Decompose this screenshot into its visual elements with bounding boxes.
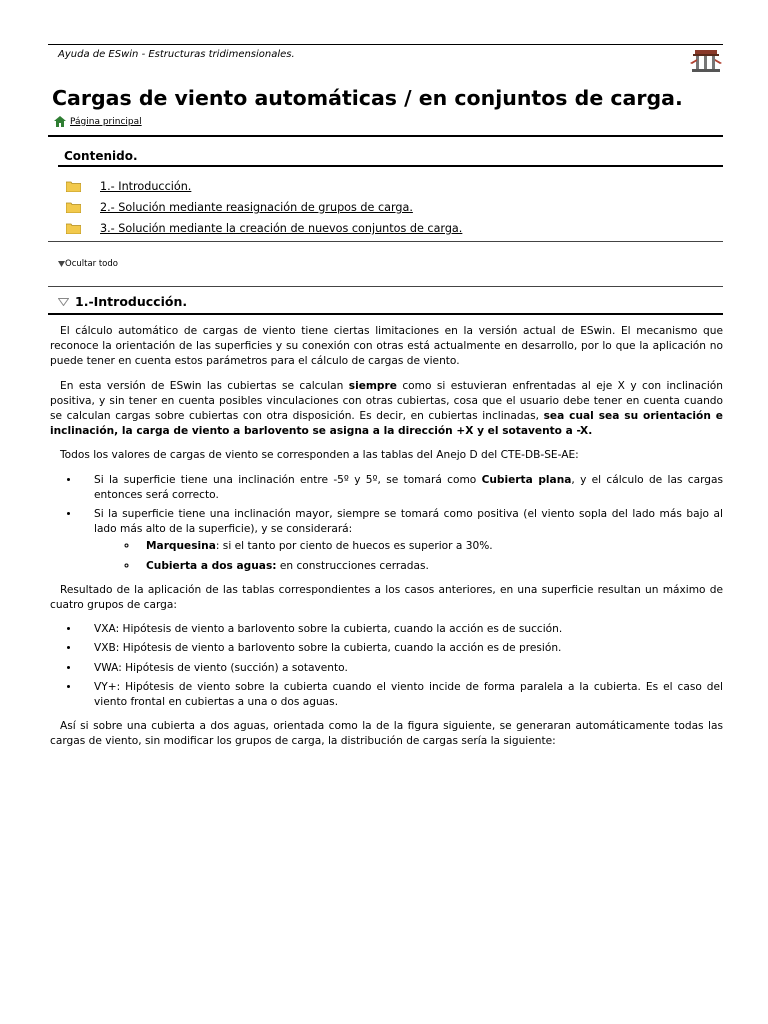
home-icon bbox=[54, 116, 66, 127]
list-item bbox=[80, 473, 723, 503]
bold-text: sea cual sea su orientación e inclinación, la carga de viento a barlovento se asigna a la dirección +X y el sotavento a -X bbox=[50, 410, 723, 438]
toc-link[interactable]: 2.- Solución mediante reasignación de grupos de carga. bbox=[100, 201, 413, 214]
section-body bbox=[50, 324, 723, 759]
section-bottom-rule bbox=[48, 313, 723, 315]
toc-link[interactable]: 3.- Solución mediante la creación de nuevos conjuntos de carga. bbox=[100, 222, 463, 235]
collapse-triangle-icon bbox=[58, 261, 65, 267]
paragraph: Así si sobre una cubierta a dos aguas, orientada como la de la figura siguiente, se generaran automáticamente todas las cargas de viento, sin modificar los grupos de carga, la distribución de cargas sería la siguiente: bbox=[50, 720, 723, 748]
text: En esta versión de ESwin las cubiertas se calculan bbox=[60, 379, 349, 392]
inclination-list bbox=[50, 473, 723, 574]
folder-icon bbox=[66, 223, 81, 234]
bold-text: . bbox=[588, 425, 593, 438]
home-link[interactable] bbox=[54, 116, 142, 127]
toc-item-reasignacion[interactable] bbox=[66, 197, 462, 218]
bold-text: Cubierta plana bbox=[481, 473, 572, 486]
page-title: Cargas de viento automáticas / en conjuntos de carga. bbox=[52, 86, 683, 110]
product-name: Ayuda de ESwin - Estructuras tridimensionales. bbox=[58, 49, 295, 60]
section-top-rule bbox=[48, 286, 723, 287]
sub-list-item bbox=[138, 559, 723, 574]
text: como si estuvieran enfrentadas al eje X y con inclinación positiva, y sin tener en cuenta posibles vinculaciones con otras cubiertas, cosa que el usuario debe tener en cuenta cuando se calculan cargas sobre cubiertas con otra disposición. Es decir, en cubiertas inclinadas, bbox=[50, 379, 723, 423]
help-page bbox=[48, 0, 723, 748]
home-link-label[interactable]: Página principal bbox=[70, 116, 142, 127]
sub-list bbox=[94, 539, 723, 573]
list-item: • VXB: Hipótesis de viento a barlovento sobre la cubierta, cuando la acción es de presión. bbox=[80, 641, 723, 656]
paragraph bbox=[50, 379, 723, 440]
folder-icon bbox=[66, 181, 81, 192]
contents-title: Contenido. bbox=[64, 149, 138, 163]
table-of-contents bbox=[66, 176, 462, 239]
text: , y el cálculo de las cargas entonces será correcto. bbox=[94, 473, 723, 501]
expand-triangle-icon bbox=[58, 298, 69, 306]
paragraph: Todos los valores de cargas de viento se corresponden a las tablas del Anejo D del CTE-DB-SE-AE: bbox=[60, 449, 579, 462]
text: Si la superficie tiene una inclinación mayor, siempre se tomará como positiva (el viento sopla del lado más bajo al lado más alto de la superficie), y se considerará: bbox=[94, 508, 723, 536]
paragraph: El cálculo automático de cargas de viento tiene ciertas limitaciones en la versión actual de ESwin. El mecanismo que reconoce la orientación de las superficies y su conexión con otras está actualmente en desarrollo, por lo que la aplicación no puede tener en cuenta estos parámetros para el cálculo de cargas de viento. bbox=[50, 325, 723, 368]
list-item: • VXA: Hipótesis de viento a barlovento sobre la cubierta, cuando la acción es de succión. bbox=[80, 622, 723, 637]
text: en construcciones cerradas. bbox=[276, 559, 429, 572]
list-item bbox=[80, 507, 723, 574]
folder-icon bbox=[66, 202, 81, 213]
toc-item-nuevos-conjuntos[interactable] bbox=[66, 218, 462, 239]
list-item: • VWA: Hipótesis de viento (succión) a sotavento. bbox=[80, 661, 723, 676]
text: : si el tanto por ciento de huecos es superior a 30%. bbox=[215, 540, 493, 553]
section-header-introduccion[interactable] bbox=[58, 294, 187, 309]
list-item: • VY+: Hipótesis de viento sobre la cubierta cuando el viento incide de forma paralela a la cubierta. Es el caso del viento frontal en cubiertas a una o dos aguas. bbox=[80, 680, 723, 710]
toc-item-introduccion[interactable] bbox=[66, 176, 462, 197]
text: Si la superficie tiene una inclinación entre -5º y 5º, se tomará como bbox=[94, 473, 482, 486]
bold-text: Cubierta a dos aguas: bbox=[146, 559, 277, 572]
toc-separator bbox=[48, 241, 723, 242]
sub-list-item bbox=[138, 539, 723, 554]
paragraph: Resultado de la aplicación de las tablas correspondientes a los casos anteriores, en una superficie resultan un máximo de cuatro grupos de carga: bbox=[50, 583, 723, 612]
bold-text: Marquesina bbox=[146, 540, 216, 553]
help-topbar bbox=[48, 44, 723, 84]
building-logo-icon bbox=[689, 48, 723, 74]
toc-link[interactable]: 1.- Introducción. bbox=[100, 180, 192, 193]
load-groups-list bbox=[50, 622, 723, 710]
hide-all-toggle[interactable] bbox=[58, 259, 118, 269]
bold-text: siempre bbox=[348, 379, 397, 392]
contents-separator bbox=[58, 165, 723, 167]
title-separator bbox=[48, 135, 723, 137]
hide-all-label: Ocultar todo bbox=[65, 259, 118, 269]
section-heading: 1.-Introducción. bbox=[75, 294, 188, 309]
